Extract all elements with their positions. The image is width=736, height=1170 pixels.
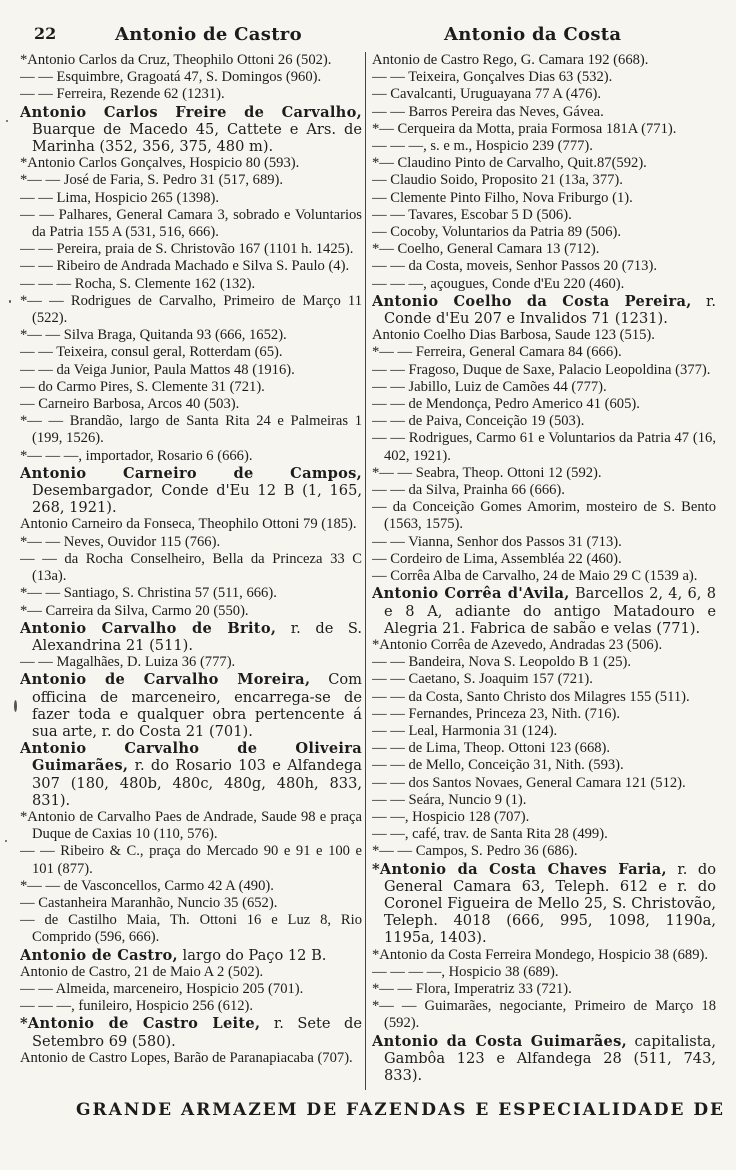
directory-heading-entry — [372, 1033, 716, 1085]
scan-speck — [14, 700, 17, 712]
directory-entry: *Antonio de Carvalho Paes de Andrade, Saude 98 e praça Duque de Caxias 10 (110, 576). — [20, 808, 362, 843]
directory-entry: *— Carreira da Silva, Carmo 20 (550). — [20, 602, 249, 619]
directory-heading-entry — [20, 740, 362, 809]
directory-entry: — — da Rocha Conselheiro, Bella da Princeza 33 C (13a). — [20, 550, 362, 585]
directory-heading-entry — [20, 465, 362, 517]
directory-heading-entry — [20, 104, 362, 156]
directory-entry: — — da Veiga Junior, Paula Mattos 48 (1916). — [20, 361, 295, 378]
directory-entry: — — da Costa, Santo Christo dos Milagres 155 (511). — [372, 688, 690, 705]
directory-entry: *— Coelho, General Camara 13 (712). — [372, 241, 600, 258]
directory-entry: — — —, s. e m., Hospicio 239 (777). — [372, 138, 593, 155]
directory-entry: — — de Mendonça, Pedro Americo 41 (605). — [372, 396, 640, 413]
heading-name: Antonio Carlos Freire de Carvalho, — [20, 103, 362, 121]
directory-entry: — — —, açougues, Conde d'Eu 220 (460). — [372, 275, 625, 292]
directory-entry: — de Castilho Maia, Th. Ottoni 16 e Luz 8, Rio Comprido (596, 666). — [20, 912, 362, 946]
directory-entry: — — Rodrigues, Carmo 61 e Voluntarios da Patria 47 (16, 402, 1921). — [372, 430, 716, 464]
directory-entry: *— — Ferreira, General Camara 84 (666). — [372, 344, 622, 361]
directory-heading-entry — [20, 947, 362, 964]
directory-entry: Antonio Carneiro da Fonseca, Theophilo Ottoni 79 (185). — [20, 516, 357, 533]
directory-heading-entry — [20, 1015, 362, 1049]
directory-entry: *— — Silva Braga, Quitanda 93 (666, 1652). — [20, 327, 287, 344]
directory-entry: Antonio de Castro, 21 de Maio A 2 (502). — [20, 963, 264, 980]
directory-entry: — do Carmo Pires, S. Clemente 31 (721). — [20, 378, 265, 395]
directory-heading-entry — [372, 293, 716, 327]
directory-entry: — — — —, Hospicio 38 (689). — [372, 963, 559, 980]
directory-entry: — — Magalhães, D. Luiza 36 (777). — [20, 654, 236, 671]
directory-entry: — — Vianna, Senhor dos Passos 31 (713). — [372, 533, 622, 550]
directory-entry: — — Teixeira, Gonçalves Dias 63 (532). — [372, 69, 613, 86]
directory-entry: — — Caetano, S. Joaquim 157 (721). — [372, 671, 593, 688]
heading-details: Desembargador, Conde d'Eu 12 B (1, 165, 268, 1921). — [32, 482, 362, 517]
directory-entry: *— — de Vasconcellos, Carmo 42 A (490). — [20, 877, 274, 894]
heading-name: Antonio de Castro, — [20, 946, 178, 964]
heading-details: Com officina de marceneiro, encarrega-se de fazer toda e qualquer obra pertencente á sua arte, r. do Costa 21 (701). — [32, 671, 362, 740]
directory-entry: — — Fragoso, Duque de Saxe, Palacio Leopoldina (377). — [372, 361, 711, 378]
directory-entry: — — de Mello, Conceição 31, Nith. (593). — [372, 757, 624, 774]
directory-entry: — — —, funileiro, Hospicio 256 (612). — [20, 998, 254, 1015]
directory-entry: — — de Paiva, Conceição 19 (503). — [372, 413, 585, 430]
heading-details: r. Sete de Setembro 69 (580). — [32, 1015, 362, 1050]
heading-name: Antonio Carneiro de Campos, — [20, 464, 362, 482]
directory-entry: — Corrêa Alba de Carvalho, 24 de Maio 29 C (1539 a). — [372, 568, 698, 585]
directory-entry: Antonio de Castro Lopes, Barão de Paranapiacaba (707). — [20, 1049, 353, 1066]
directory-entry: — — Lima, Hospicio 265 (1398). — [20, 189, 220, 206]
left-running-title: Antonio de Castro — [115, 24, 302, 45]
heading-name: *Antonio de Castro Leite, — [20, 1015, 261, 1033]
heading-details: r. do Rosario 103 e Alfandega 307 (180, 480b, 480c, 480g, 480h, 833, 831). — [32, 757, 362, 809]
directory-entry: — Castanheira Maranhão, Nuncio 35 (652). — [20, 894, 278, 911]
directory-entry: — Cordeiro de Lima, Assembléa 22 (460). — [372, 550, 622, 567]
directory-entry: — — Palhares, General Camara 3, sobrado e Voluntarios da Patria 155 A (531, 516, 666). — [20, 206, 362, 241]
directory-entry: — Cocoby, Voluntarios da Patria 89 (506). — [372, 224, 622, 241]
directory-entry: *— — Brandão, largo de Santa Rita 24 e Palmeiras 1 (199, 1526). — [20, 413, 362, 447]
directory-entry: — —, café, trav. de Santa Rita 28 (499). — [372, 826, 608, 843]
directory-entry: *— — Campos, S. Pedro 36 (686). — [372, 843, 578, 860]
directory-entry: Antonio de Castro Rego, G. Camara 192 (668). — [372, 52, 649, 68]
page-number: 22 — [34, 24, 57, 43]
directory-entry: — — da Silva, Prainha 66 (666). — [372, 482, 565, 499]
directory-heading-entry — [372, 585, 716, 637]
directory-entry: — — Teixeira, consul geral, Rotterdam (65). — [20, 344, 283, 361]
directory-entry: *— — Flora, Imperatriz 33 (721). — [372, 980, 572, 997]
directory-heading-entry — [20, 671, 362, 740]
directory-entry: *— Claudino Pinto de Carvalho, Quit.87(592). — [372, 155, 647, 172]
heading-details: Buarque de Macedo 45, Cattete e Ars. de Marinha (352, 356, 375, 480 m). — [32, 120, 362, 156]
directory-entry: — — dos Santos Novaes, General Camara 121 (512). — [372, 774, 686, 791]
directory-entry: *— — Seabra, Theop. Ottoni 12 (592). — [372, 464, 602, 481]
heading-details: r. do General Camara 63, Teleph. 612 e r. do Coronel Figueira de Mello 25, S. Christovão, Teleph. 4018 (666, 995, 1098, 1190a, 1195a, 1403). — [384, 860, 716, 947]
heading-details: capitalista, Gambôa 123 e Alfandega 28 (511, 743, 833). — [384, 1032, 716, 1084]
column-divider — [365, 52, 366, 1090]
directory-entry: *Antonio da Costa Ferreira Mondego, Hospicio 38 (689). — [372, 946, 709, 963]
right-running-title: Antonio da Costa — [444, 24, 622, 45]
directory-entry: *— Cerqueira da Motta, praia Formosa 181A (771). — [372, 120, 677, 137]
footer-advertisement: GRANDE ARMAZEM DE FAZENDAS E ESPECIALIDADE DE — [76, 1100, 726, 1120]
heading-name: *Antonio da Costa Chaves Faria, — [372, 860, 667, 878]
directory-entry: — — Esquimbre, Gragoatá 47, S. Domingos (960). — [20, 69, 322, 86]
directory-entry: — da Conceição Gomes Amorim, mosteiro de S. Bento (1563, 1575). — [372, 499, 716, 533]
directory-entry: — — Tavares, Escobar 5 D (506). — [372, 206, 572, 223]
heading-details: Barcellos 2, 4, 6, 8 e 8 A, adiante do antigo Matadouro e Alegria 21. Fabrica de sabão e velas (771). — [384, 585, 716, 637]
directory-entry: *Antonio Corrêa de Azevedo, Andradas 23 (506). — [372, 636, 663, 653]
heading-details: largo do Paço 12 B. — [177, 946, 327, 964]
directory-entry: — — Barros Pereira das Neves, Gávea. — [372, 103, 604, 120]
right-column — [372, 52, 716, 1092]
directory-entry: — Cavalcanti, Uruguayana 77 A (476). — [372, 86, 601, 103]
directory-entry: *— — Rodrigues de Carvalho, Primeiro de Março 11 (522). — [20, 292, 362, 327]
directory-entry: — — Fernandes, Princeza 23, Nith. (716). — [372, 705, 621, 722]
directory-entry: *— — Neves, Ouvidor 115 (766). — [20, 533, 221, 550]
heading-name: Antonio Coelho da Costa Pereira, — [372, 292, 692, 310]
directory-entry: — Clemente Pinto Filho, Nova Friburgo (1). — [372, 189, 633, 206]
heading-name: Antonio da Costa Guimarães, — [372, 1032, 627, 1050]
directory-entry: — Claudio Soido, Proposito 21 (13a, 377). — [372, 172, 623, 189]
scan-speck — [6, 120, 8, 122]
directory-entry: — — Seára, Nuncio 9 (1). — [372, 791, 527, 808]
directory-entry: *— — Santiago, S. Christina 57 (511, 666). — [20, 585, 277, 602]
directory-entry: *— — José de Faria, S. Pedro 31 (517, 689). — [20, 172, 284, 189]
directory-entry: — — da Costa, moveis, Senhor Passos 20 (713). — [372, 258, 657, 275]
left-column — [20, 52, 362, 1092]
page-header — [0, 10, 736, 50]
heading-name: Antonio Carvalho de Brito, — [20, 619, 277, 637]
directory-entry: *— — Guimarães, negociante, Primeiro de Março 18 (592). — [372, 998, 716, 1032]
directory-heading-entry — [372, 861, 716, 947]
directory-entry: — — Pereira, praia de S. Christovão 167 (1101 h. 1425). — [20, 241, 354, 258]
directory-entry: *Antonio Carlos da Cruz, Theophilo Ottoni 26 (502). — [20, 52, 332, 68]
directory-entry: — — de Lima, Theop. Ottoni 123 (668). — [372, 740, 611, 757]
directory-entry: — — Jabillo, Luiz de Camões 44 (777). — [372, 378, 607, 395]
directory-entry: — — — Rocha, S. Clemente 162 (132). — [20, 275, 256, 292]
heading-name: Antonio de Carvalho Moreira, — [20, 671, 311, 689]
directory-heading-entry — [20, 620, 362, 654]
directory-entry: — Carneiro Barbosa, Arcos 40 (503). — [20, 396, 240, 413]
directory-entry: — — Bandeira, Nova S. Leopoldo B 1 (25). — [372, 654, 631, 671]
directory-entry: — — Almeida, marceneiro, Hospicio 205 (701). — [20, 980, 304, 997]
directory-entry: — — Ribeiro & C., praça do Mercado 90 e 91 e 100 e 101 (877). — [20, 843, 362, 877]
directory-entry: *— — —, importador, Rosario 6 (666). — [20, 447, 253, 464]
heading-details: r. de S. Alexandrina 21 (511). — [32, 619, 362, 654]
scan-speck — [5, 840, 7, 842]
directory-entry: — — Ribeiro de Andrada Machado e Silva S. Paulo (4). — [20, 258, 350, 275]
heading-details: r. Conde d'Eu 207 e Invalidos 71 (1231). — [384, 292, 716, 328]
heading-name: Antonio Corrêa d'Avila, — [372, 585, 570, 603]
directory-entry: — — Ferreira, Rezende 62 (1231). — [20, 86, 225, 103]
scan-speck — [9, 300, 11, 303]
directory-entry: — — Leal, Harmonia 31 (124). — [372, 722, 558, 739]
directory-entry: *Antonio Carlos Gonçalves, Hospicio 80 (593). — [20, 155, 300, 172]
heading-name: Antonio Carvalho de Oliveira Guimarães, — [20, 740, 362, 775]
directory-entry: — —, Hospicio 128 (707). — [372, 808, 530, 825]
directory-entry: Antonio Coelho Dias Barbosa, Saude 123 (515). — [372, 327, 655, 344]
